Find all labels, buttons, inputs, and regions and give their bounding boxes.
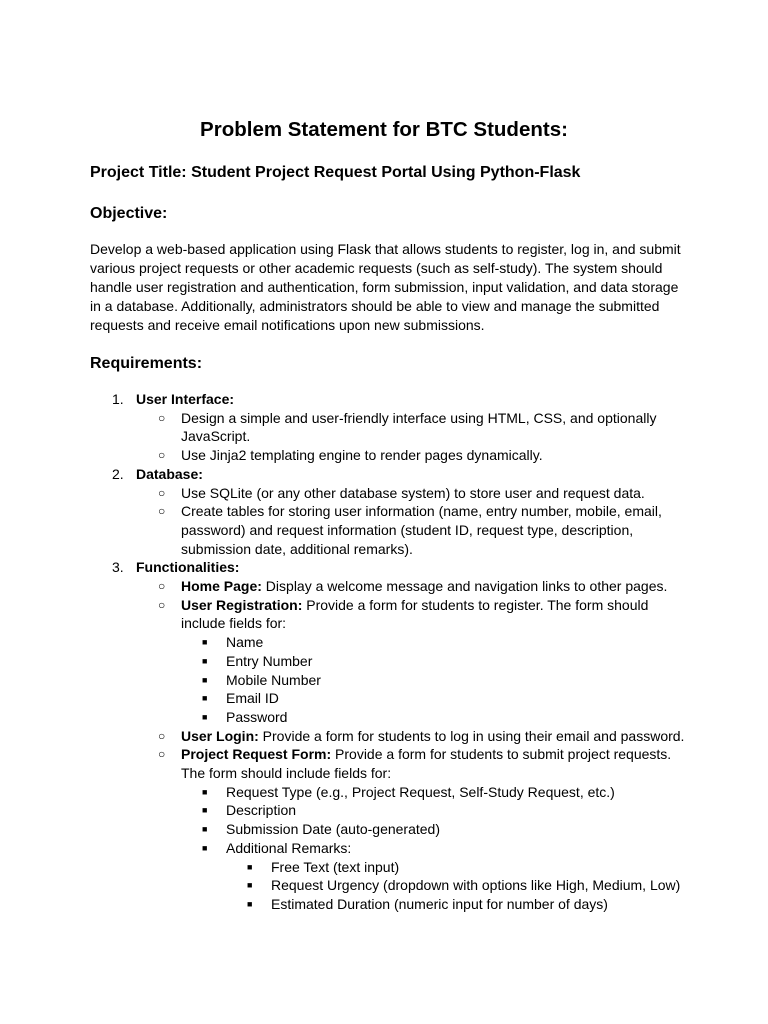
list-item — [90, 820, 690, 839]
circle-bullet-icon: ○ — [158, 728, 166, 743]
list-item — [90, 839, 690, 858]
list-item — [90, 858, 690, 877]
field-name: Email ID — [226, 690, 279, 707]
square-bullet-icon: ■ — [202, 711, 208, 722]
list-item-text: Create tables for storing user information (name, entry number, mobile, email, password) and request information (student ID, request type, description, submission date, additional remarks). — [181, 503, 662, 557]
section-label: Functionalities: — [136, 559, 240, 576]
field-name: Password — [226, 708, 288, 725]
section-label: User Interface: — [136, 391, 235, 407]
project-title: Project Title: Student Project Request Portal Using Python-Flask — [90, 164, 581, 181]
list-item — [90, 465, 690, 484]
circle-bullet-icon: ○ — [158, 579, 166, 594]
requirements-list — [90, 390, 690, 914]
list-item — [90, 895, 690, 914]
list-item — [90, 446, 690, 465]
circle-bullet-icon: ○ — [158, 448, 166, 463]
field-name: Mobile Number — [226, 671, 321, 688]
list-item — [90, 727, 690, 746]
field-name: Free Text (text input) — [271, 858, 400, 875]
list-item — [90, 708, 690, 727]
list-item — [90, 409, 690, 446]
square-bullet-icon: ■ — [247, 898, 253, 909]
list-item-text: Provide a form for students to submit project requests. The form should include fields for: — [181, 746, 672, 782]
list-number: 3. — [112, 559, 124, 576]
item-label: User Registration: — [181, 596, 303, 613]
list-item — [90, 671, 690, 690]
list-item — [90, 390, 690, 409]
list-item-text: Provide a form for students to register. The form should include fields for: — [181, 596, 649, 632]
square-bullet-icon: ■ — [202, 842, 208, 853]
list-item — [90, 633, 690, 652]
square-bullet-icon: ■ — [202, 824, 208, 835]
list-item — [90, 652, 690, 671]
list-item-text: Provide a form for students to log in using their email and password. — [258, 727, 685, 744]
list-item — [90, 876, 690, 895]
list-item — [90, 577, 690, 596]
objective-heading: Objective: — [90, 205, 168, 222]
list-item — [90, 783, 690, 802]
item-label: Project Request Form: — [181, 746, 332, 763]
list-item — [90, 596, 690, 633]
objective-paragraph: Develop a web-based application using Flask that allows students to register, log in, and submit various project requests or other academic requests (such as self-study). The system should handle user registration and authentication, form submission, input validation, and data storage in a database. Additionally, administrators should be able to view and manage the submitted requests and receive email notifications upon new submissions. — [90, 241, 681, 333]
list-number: 2. — [112, 465, 124, 482]
circle-bullet-icon: ○ — [158, 410, 166, 425]
square-bullet-icon: ■ — [202, 637, 208, 648]
square-bullet-icon: ■ — [247, 861, 253, 872]
list-item-text: Display a welcome message and navigation links to other pages. — [261, 578, 668, 595]
circle-bullet-icon: ○ — [158, 485, 166, 500]
list-item-text: Design a simple and user-friendly interface using HTML, CSS, and optionally JavaScript. — [181, 409, 657, 445]
field-name: Request Urgency (dropdown with options like High, Medium, Low) — [271, 877, 681, 894]
square-bullet-icon: ■ — [202, 693, 208, 704]
square-bullet-icon: ■ — [202, 655, 208, 666]
list-item — [90, 558, 690, 577]
list-number: 1. — [112, 391, 124, 407]
square-bullet-icon: ■ — [247, 880, 253, 891]
circle-bullet-icon: ○ — [158, 597, 166, 612]
list-item — [90, 502, 690, 558]
requirements-heading: Requirements: — [90, 355, 203, 372]
list-item-text: Use Jinja2 templating engine to render pages dynamically. — [181, 447, 543, 464]
list-item — [90, 801, 690, 820]
square-bullet-icon: ■ — [202, 805, 208, 816]
field-name: Request Type (e.g., Project Request, Self-Study Request, etc.) — [226, 783, 615, 800]
list-item-text: Use SQLite (or any other database system) to store user and request data. — [181, 484, 645, 501]
item-label: User Login: — [181, 727, 259, 744]
field-name: Estimated Duration (numeric input for number of days) — [271, 895, 608, 912]
item-label: Home Page: — [181, 578, 262, 595]
page-title: Problem Statement for BTC Students: — [200, 118, 568, 141]
square-bullet-icon: ■ — [202, 786, 208, 797]
field-name: Additional Remarks: — [226, 839, 352, 856]
field-name: Description — [226, 802, 297, 819]
list-item — [90, 745, 690, 782]
field-name: Entry Number — [226, 652, 313, 669]
section-label: Database: — [136, 465, 203, 482]
circle-bullet-icon: ○ — [158, 504, 166, 519]
field-name: Submission Date (auto-generated) — [226, 821, 441, 838]
list-item — [90, 484, 690, 503]
circle-bullet-icon: ○ — [158, 747, 166, 762]
field-name: Name — [226, 634, 264, 651]
square-bullet-icon: ■ — [202, 674, 208, 685]
list-item — [90, 689, 690, 708]
